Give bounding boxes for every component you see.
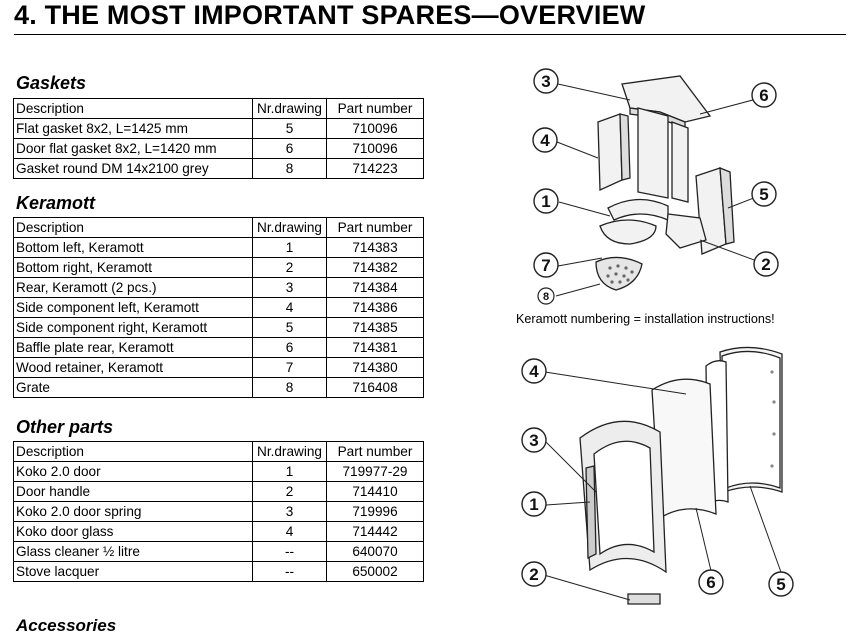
- cell-part-number: 714381: [327, 338, 424, 358]
- column-header-description: Description: [14, 218, 253, 238]
- other-parts-table: [13, 441, 424, 582]
- cell-nr-drawing: 3: [253, 278, 327, 298]
- cell-description: Door handle: [14, 482, 253, 502]
- table-row: [14, 119, 424, 139]
- cell-description: Door flat gasket 8x2, L=1420 mm: [14, 139, 253, 159]
- callout-label: 4: [540, 131, 550, 150]
- cell-nr-drawing: 8: [253, 159, 327, 179]
- rear-part: [638, 108, 668, 198]
- keramott-numbering-note: Keramott numbering = installation instructions!: [516, 312, 775, 326]
- table-row: [14, 502, 424, 522]
- table-row: [14, 378, 424, 398]
- callout-label: 4: [529, 362, 539, 381]
- cell-description: Glass cleaner ½ litre: [14, 542, 253, 562]
- cell-part-number: 710096: [327, 119, 424, 139]
- table-row: [14, 278, 424, 298]
- cell-nr-drawing: --: [253, 542, 327, 562]
- table-row: [14, 462, 424, 482]
- cell-description: Side component left, Keramott: [14, 298, 253, 318]
- cell-description: Baffle plate rear, Keramott: [14, 338, 253, 358]
- callout-label: 1: [529, 495, 539, 514]
- table-header-row: [14, 218, 424, 238]
- table-row: [14, 338, 424, 358]
- cell-nr-drawing: --: [253, 562, 327, 582]
- cell-part-number: 714385: [327, 318, 424, 338]
- cell-part-number: 714410: [327, 482, 424, 502]
- column-header-nr-drawing: Nr.drawing: [253, 218, 327, 238]
- keramott-table: [13, 217, 424, 398]
- cell-description: Bottom left, Keramott: [14, 238, 253, 258]
- cell-part-number: 710096: [327, 139, 424, 159]
- cell-nr-drawing: 2: [253, 258, 327, 278]
- section-title-other-parts: Other parts: [16, 417, 114, 437]
- cell-description: Stove lacquer: [14, 562, 253, 582]
- cell-nr-drawing: 6: [253, 139, 327, 159]
- table-row: [14, 159, 424, 179]
- door-exploded-diagram: [510, 342, 810, 614]
- table-row: [14, 522, 424, 542]
- table-row: [14, 139, 424, 159]
- side-left-part: [598, 114, 622, 190]
- table-header-row: [14, 442, 424, 462]
- cell-nr-drawing: 5: [253, 318, 327, 338]
- column-header-nr-drawing: Nr.drawing: [253, 99, 327, 119]
- cell-nr-drawing: 3: [253, 502, 327, 522]
- handle-part: [628, 594, 660, 604]
- table-row: [14, 238, 424, 258]
- grate-part: [596, 257, 642, 290]
- callout-label: 6: [706, 573, 716, 592]
- cell-nr-drawing: 6: [253, 338, 327, 358]
- cell-description: Side component right, Keramott: [14, 318, 253, 338]
- column-header-part-number: Part number: [327, 218, 424, 238]
- cell-nr-drawing: 4: [253, 298, 327, 318]
- callout-label: 6: [759, 86, 769, 105]
- callout-label: 5: [759, 185, 769, 204]
- table-row: [14, 482, 424, 502]
- page-title: 4. THE MOST IMPORTANT SPARES—OVERVIEW: [14, 0, 646, 30]
- callout-label: 2: [761, 255, 771, 274]
- cell-description: Koko 2.0 door spring: [14, 502, 253, 522]
- cell-part-number: 714384: [327, 278, 424, 298]
- column-header-description: Description: [14, 99, 253, 119]
- section-title-accessories: Accessories: [16, 616, 117, 635]
- bottom-right-part: [666, 214, 706, 248]
- callout-label: 8: [542, 291, 550, 303]
- column-header-part-number: Part number: [327, 99, 424, 119]
- cell-description: Flat gasket 8x2, L=1425 mm: [14, 119, 253, 139]
- cell-part-number: 719996: [327, 502, 424, 522]
- callout-label: 5: [776, 575, 786, 594]
- cell-nr-drawing: 8: [253, 378, 327, 398]
- callout-label: 3: [541, 72, 551, 91]
- cell-nr-drawing: 7: [253, 358, 327, 378]
- cell-part-number: 650002: [327, 562, 424, 582]
- callout-label: 2: [529, 565, 539, 584]
- table-row: [14, 298, 424, 318]
- cell-nr-drawing: 4: [253, 522, 327, 542]
- cell-part-number: 714380: [327, 358, 424, 378]
- column-header-part-number: Part number: [327, 442, 424, 462]
- column-header-description: Description: [14, 442, 253, 462]
- table-row: [14, 358, 424, 378]
- cell-description: Gasket round DM 14x2100 grey: [14, 159, 253, 179]
- cell-nr-drawing: 1: [253, 462, 327, 482]
- table-header-row: [14, 99, 424, 119]
- cell-part-number: 714386: [327, 298, 424, 318]
- cell-part-number: 719977-29: [327, 462, 424, 482]
- callout-label: 3: [529, 431, 539, 450]
- title-underline: [14, 34, 846, 35]
- gaskets-table: [13, 98, 424, 179]
- table-row: [14, 542, 424, 562]
- table-row: [14, 258, 424, 278]
- cell-description: Bottom right, Keramott: [14, 258, 253, 278]
- section-title-keramott: Keramott: [16, 193, 96, 213]
- column-header-nr-drawing: Nr.drawing: [253, 442, 327, 462]
- cell-part-number: 714383: [327, 238, 424, 258]
- cell-nr-drawing: 2: [253, 482, 327, 502]
- cell-part-number: 714223: [327, 159, 424, 179]
- section-title-gaskets: Gaskets: [16, 73, 87, 93]
- cell-part-number: 640070: [327, 542, 424, 562]
- callout-label: 1: [541, 192, 551, 211]
- cell-part-number: 716408: [327, 378, 424, 398]
- cell-description: Koko 2.0 door: [14, 462, 253, 482]
- cell-description: Rear, Keramott (2 pcs.): [14, 278, 253, 298]
- cell-part-number: 714442: [327, 522, 424, 542]
- cell-nr-drawing: 5: [253, 119, 327, 139]
- cell-description: Koko door glass: [14, 522, 253, 542]
- callout-label: 7: [541, 256, 551, 275]
- bottom-left-part: [608, 199, 668, 220]
- cell-description: Grate: [14, 378, 253, 398]
- table-row: [14, 562, 424, 582]
- cell-description: Wood retainer, Keramott: [14, 358, 253, 378]
- cell-part-number: 714382: [327, 258, 424, 278]
- keramott-exploded-diagram: [510, 58, 810, 308]
- cell-nr-drawing: 1: [253, 238, 327, 258]
- table-row: [14, 318, 424, 338]
